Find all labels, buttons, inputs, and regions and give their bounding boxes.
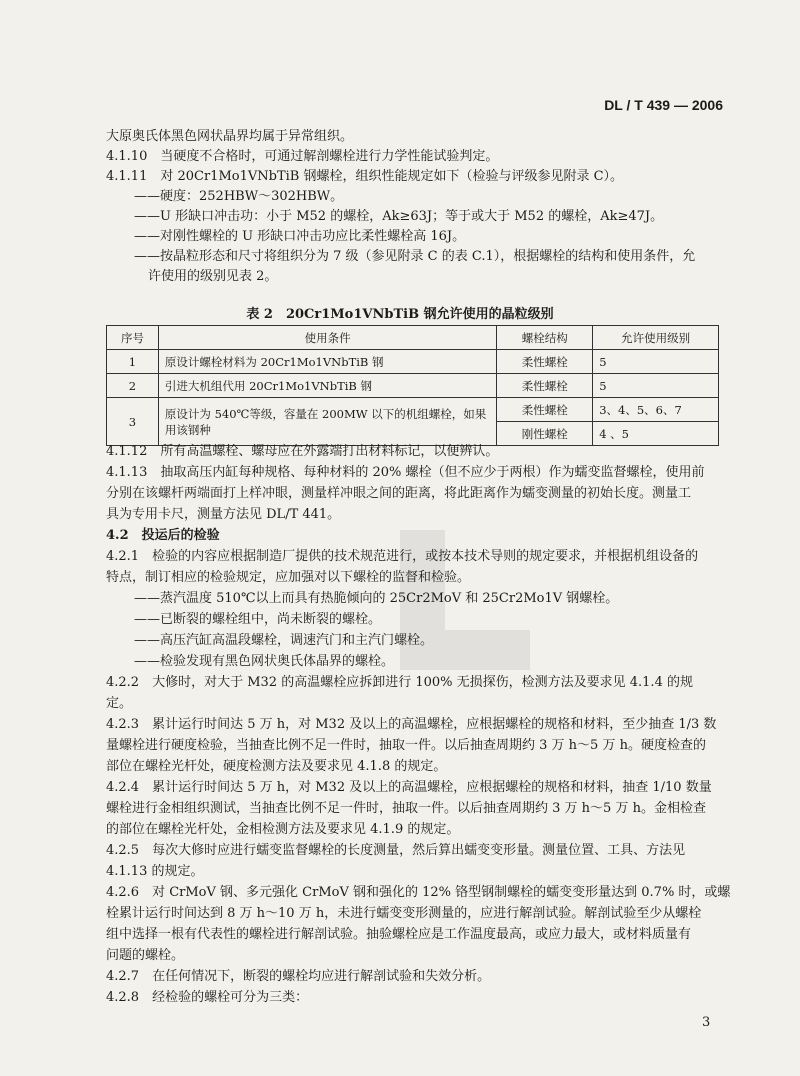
clause-4-2-5: 4.2.5 每次大修时应进行蠕变监督螺栓的长度测量，然后算出蠕变变形量。测量位置、工具、方法见 <box>106 843 686 858</box>
clause-4-1-12: 4.1.12 所有高温螺栓、螺母应在外露端打出材料标记，以便辨认。 <box>106 444 499 459</box>
table-cell: 柔性螺栓 <box>497 398 593 422</box>
text-line: 4.1.13 的规定。 <box>106 864 204 879</box>
clause-4-2-1: 4.2.1 检验的内容应根据制造厂提供的技术规范进行，或按本技术导则的规定要求，并根据机组设备的 <box>106 549 699 564</box>
text-line: 定。 <box>106 696 133 711</box>
table-row <box>107 350 719 374</box>
text-line: 量螺栓进行硬度检验，当抽查比例不足一件时，抽取一件。以后抽查周期约 3 万 h～5 万 h。硬度检查的 <box>106 738 706 753</box>
list-item: ——检验发现有黑色网状奥氏体晶界的螺栓。 <box>134 654 395 669</box>
section-heading: 4.2 投运后的检验 <box>106 528 220 543</box>
clause-4-2-4: 4.2.4 累计运行时间达 5 万 h，对 M32 及以上的高温螺栓，应根据螺栓的规格和材料，抽查 1/10 数量 <box>106 780 712 795</box>
table-cell: 3 <box>107 398 159 446</box>
table-row <box>107 398 719 422</box>
list-item: ——U 形缺口冲击功：小于 M52 的螺栓，Ak≥63J；等于或大于 M52 的螺栓，Ak≥47J。 <box>134 209 664 224</box>
clause-4-2-6: 4.2.6 对 CrMoV 钢、多元强化 CrMoV 钢和强化的 12% 铬型钢制螺栓的蠕变变形量达到 0.7% 时，或螺 <box>106 885 731 900</box>
table-cell: 原设计为 540℃等级，容量在 200MW 以下的机组螺栓，如果用该钢种 <box>158 398 496 446</box>
header-cell: 序号 <box>107 326 159 350</box>
header-cell: 使用条件 <box>158 326 496 350</box>
table-cell: 引进大机组代用 20Cr1Mo1VNbTiB 钢 <box>158 374 496 398</box>
list-item-continued: 许使用的级别见表 2。 <box>148 269 278 284</box>
text-line: 的部位在螺栓光杆处，金相检测方法及要求见 4.1.9 的规定。 <box>106 822 460 837</box>
clause-4-2-2: 4.2.2 大修时，对大于 M32 的高温螺栓应拆卸进行 100% 无损探伤，检测方法及要求见 4.1.4 的规 <box>106 675 693 690</box>
list-item: ——高压汽缸高温段螺栓，调速汽门和主汽门螺栓。 <box>134 633 434 648</box>
table-caption: 表 2 20Cr1Mo1VNbTiB 钢允许使用的晶粒级别 <box>246 307 554 322</box>
table-cell: 4 、5 <box>593 422 719 446</box>
text-line: 栓累计运行时间达到 8 万 h～10 万 h，未进行蠕变变形测量的，应进行解剖试验。解剖试验至少从螺栓 <box>106 906 702 921</box>
text-line: 组中选择一根有代表性的螺栓进行解剖试验。抽验螺栓应是工作温度最高，或应力最大，或材料质量有 <box>106 927 692 942</box>
clause-4-2-7: 4.2.7 在任何情况下，断裂的螺栓均应进行解剖试验和失效分析。 <box>106 969 491 984</box>
table-cell: 5 <box>593 374 719 398</box>
table-cell: 2 <box>107 374 159 398</box>
grain-level-table <box>106 325 719 446</box>
clause-4-1-11: 4.1.11 对 20Cr1Mo1VNbTiB 钢螺栓，组织性能规定如下（检验与评级参见附录 C）。 <box>106 169 624 184</box>
clause-4-2-3: 4.2.3 累计运行时间达 5 万 h，对 M32 及以上的高温螺栓，应根据螺栓的规格和材料，至少抽查 1/3 数 <box>106 717 717 732</box>
page-number: 3 <box>702 1015 711 1030</box>
table-cell: 5 <box>593 350 719 374</box>
table-cell: 柔性螺栓 <box>497 374 593 398</box>
list-item: ——对刚性螺栓的 U 形缺口冲击功应比柔性螺栓高 16J。 <box>134 229 466 244</box>
table-cell: 刚性螺栓 <box>497 422 593 446</box>
list-item: ——已断裂的螺栓组中，尚未断裂的螺栓。 <box>134 612 382 627</box>
text-line: 螺栓进行金相组织测试，当抽查比例不足一件时，抽取一件。以后抽查周期约 3 万 h～5 万 h。金相检查 <box>106 801 706 816</box>
table-cell: 柔性螺栓 <box>497 350 593 374</box>
table-cell: 3、4、5、6、7 <box>593 398 719 422</box>
table-row <box>107 374 719 398</box>
text-line: 问题的螺栓。 <box>106 948 185 963</box>
text-line: 分别在该螺杆两端面打上样冲眼，测量样冲眼之间的距离，将此距离作为蠕变测量的初始长度。测量工 <box>106 486 692 501</box>
text-line: 具为专用卡尺，测量方法见 DL/T 441。 <box>106 507 341 522</box>
text-line: 大原奥氏体黑色网状晶界均属于异常组织。 <box>106 129 354 144</box>
header-cell: 螺栓结构 <box>497 326 593 350</box>
table-cell: 原设计螺栓材料为 20Cr1Mo1VNbTiB 钢 <box>158 350 496 374</box>
text-line: 部位在螺栓光杆处，硬度检测方法及要求见 4.1.8 的规定。 <box>106 759 447 774</box>
clause-4-1-13: 4.1.13 抽取高压内缸每种规格、每种材料的 20% 螺栓（但不应少于两根）作为蠕变监督螺栓，使用前 <box>106 465 705 480</box>
table-cell: 1 <box>107 350 159 374</box>
clause-4-2-8: 4.2.8 经检验的螺栓可分为三类： <box>106 990 309 1005</box>
list-item: ——蒸汽温度 510℃以上而具有热脆倾向的 25Cr2MoV 和 25Cr2Mo1V 钢螺栓。 <box>134 591 619 606</box>
clause-4-1-10: 4.1.10 当硬度不合格时，可通过解剖螺栓进行力学性能试验判定。 <box>106 149 499 164</box>
table-header-row <box>107 326 719 350</box>
list-item: ——硬度：252HBW～302HBW。 <box>134 189 344 204</box>
text-line: 特点，制订相应的检验规定，应加强对以下螺栓的监督和检验。 <box>106 570 471 585</box>
list-item: ——按晶粒形态和尺寸将组织分为 7 级（参见附录 C 的表 C.1），根据螺栓的结构和使用条件，允 <box>134 249 696 264</box>
standard-code: DL / T 439 — 2006 <box>604 97 723 113</box>
header-cell: 允许使用级别 <box>593 326 719 350</box>
